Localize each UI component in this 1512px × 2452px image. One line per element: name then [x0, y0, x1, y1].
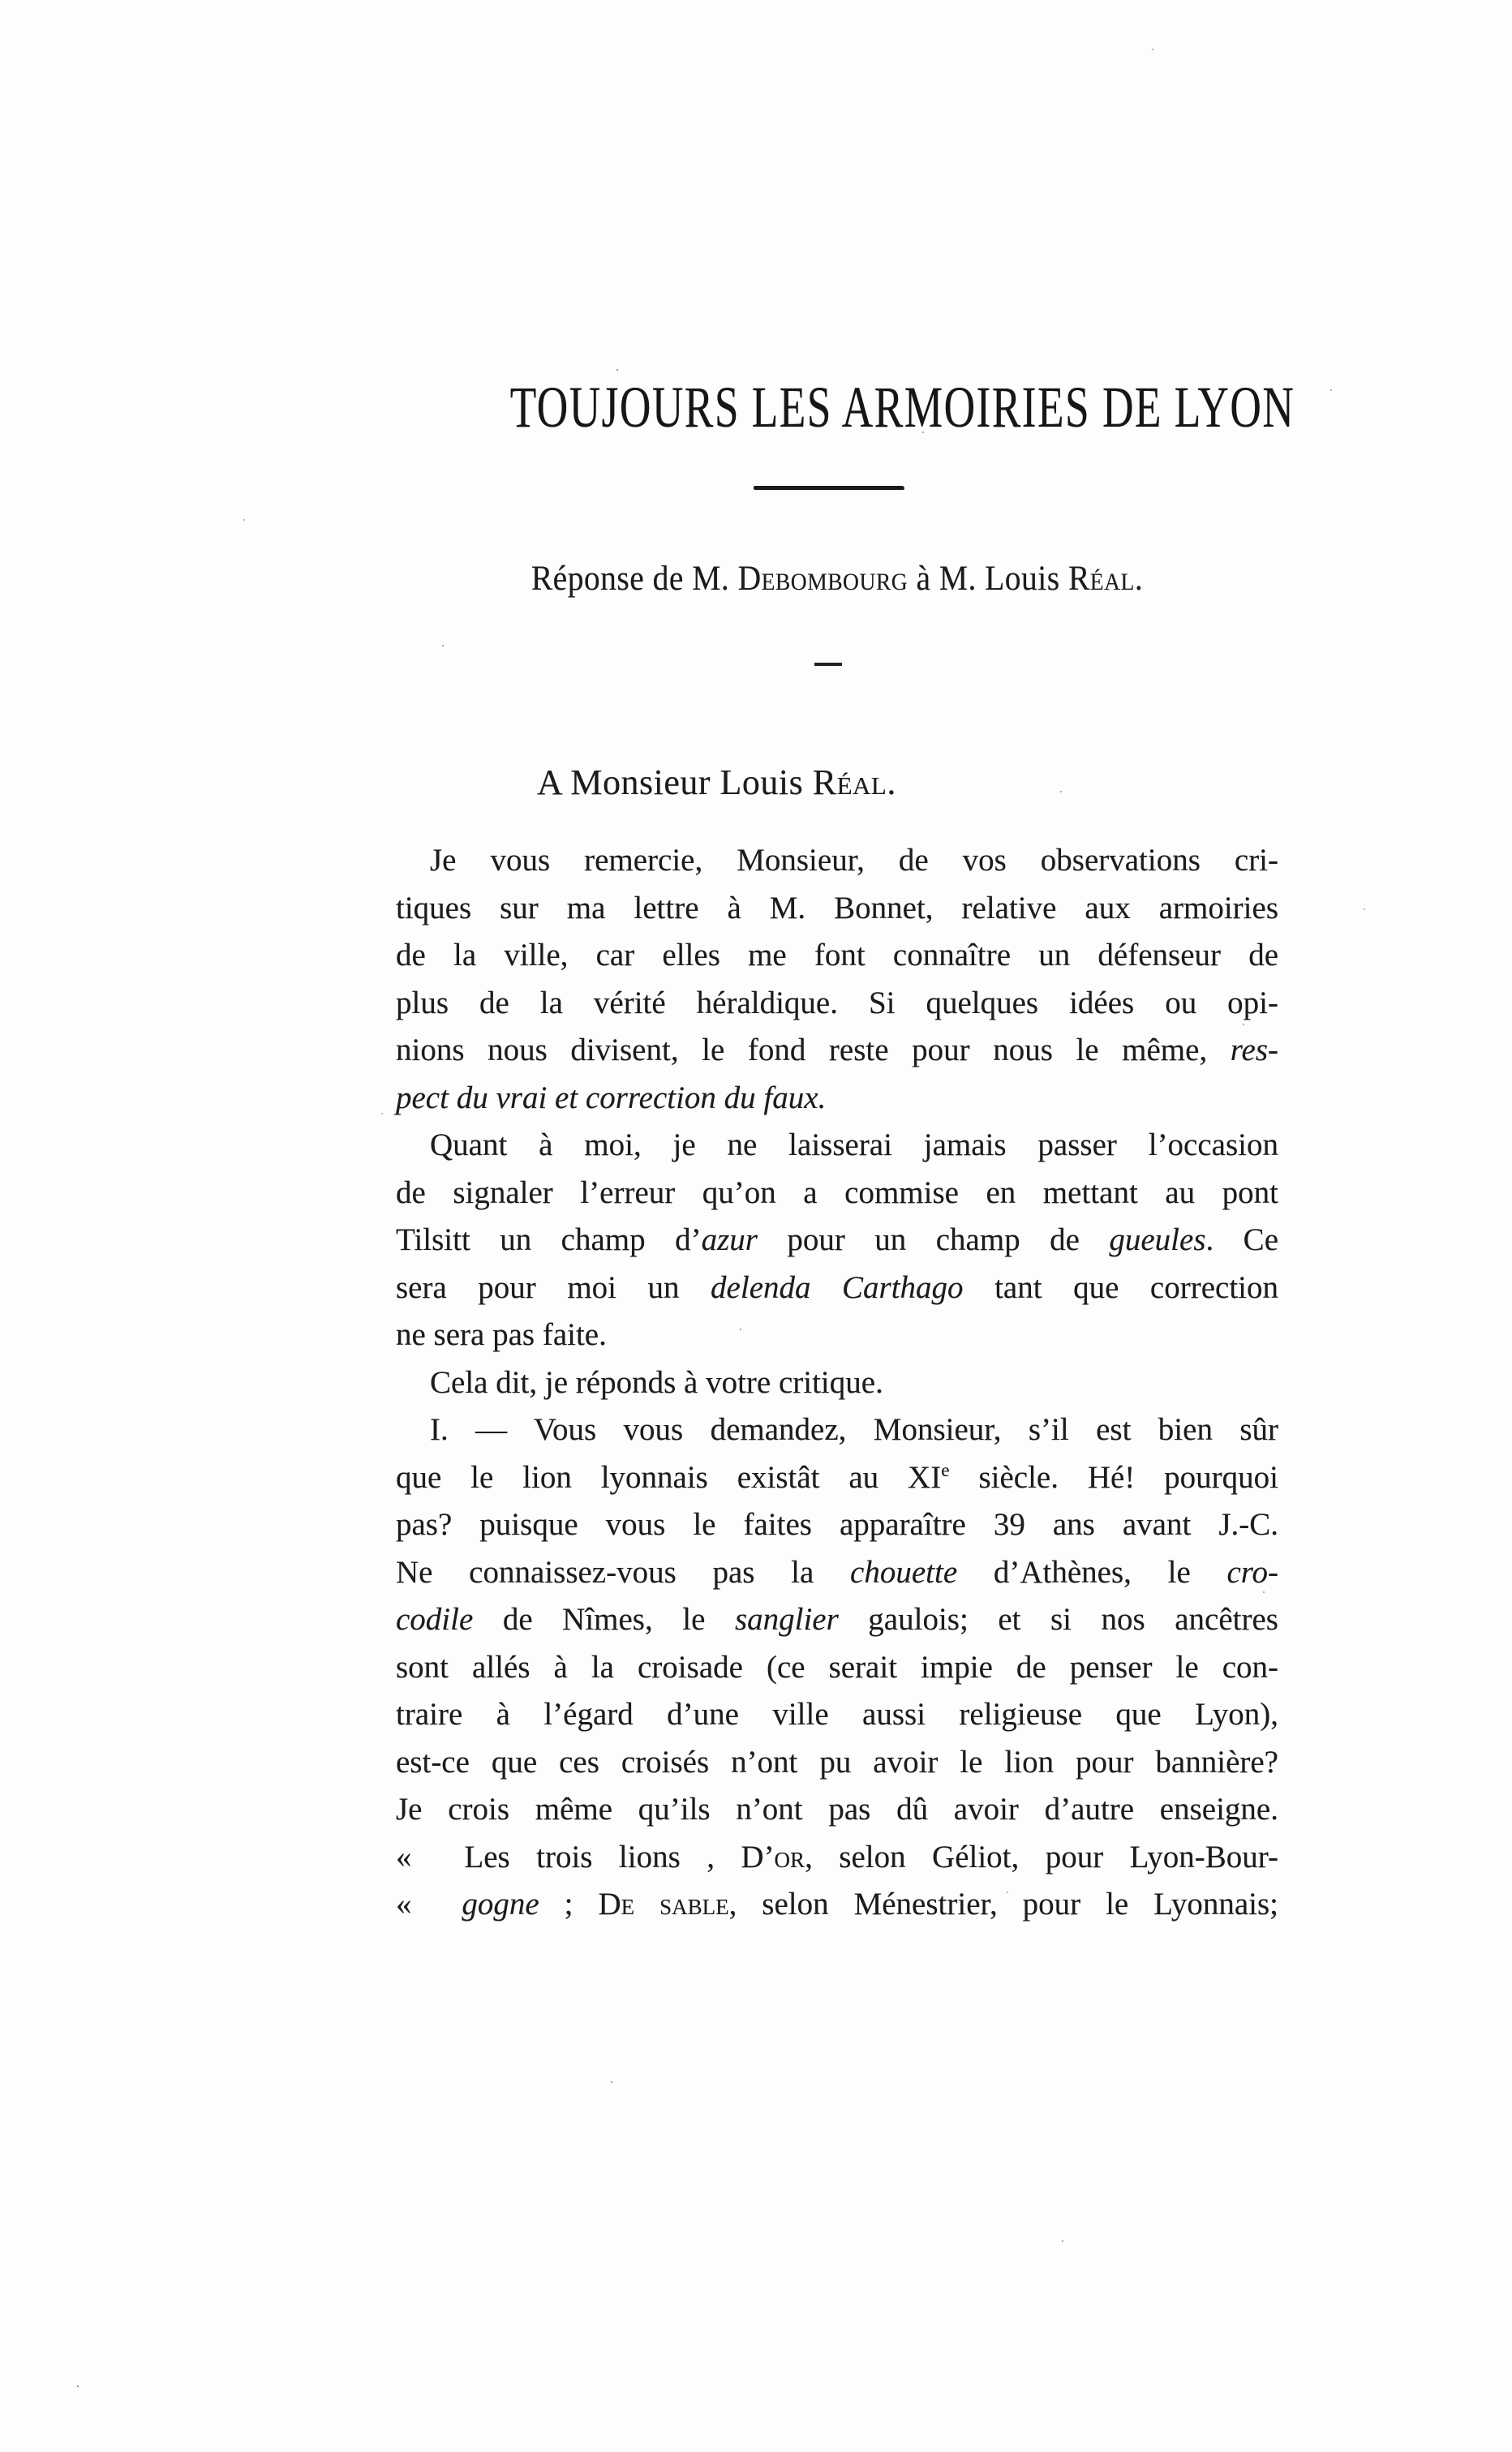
text-line — [396, 1027, 1278, 1075]
text-segment: delenda Carthago — [711, 1269, 964, 1305]
subtitle — [431, 560, 1244, 599]
text-line — [396, 1265, 1278, 1312]
text-line — [396, 1549, 1278, 1597]
text-segment: cro- — [1226, 1554, 1278, 1590]
page-title: TOUJOURS LES ARMOIRIES DE LYON — [509, 375, 1295, 440]
text-segment: Réal. — [1067, 560, 1144, 598]
text-segment: traire à l’égard d’une ville aussi religieuse que Lyon), — [396, 1697, 1278, 1732]
text-segment: à M. Louis — [908, 560, 1068, 598]
text-segment: Ne connaissez-vous pas la — [396, 1554, 851, 1590]
text-line — [396, 1217, 1278, 1265]
text-segment: gaulois; et si nos ancêtres — [838, 1602, 1278, 1637]
text-segment: « Les trois lions , — [396, 1839, 741, 1874]
text-segment: , selon Ménestrier, pour le Lyonnais; — [728, 1887, 1279, 1922]
text-segment: res- — [1230, 1033, 1278, 1067]
text-segment: de la ville, car elles me font connaître un défenseur de — [396, 938, 1278, 973]
text-segment: Debombourg — [737, 560, 908, 598]
text-line — [396, 1596, 1278, 1644]
text-segment: azur — [701, 1222, 758, 1257]
text-line — [396, 1359, 1278, 1407]
text-segment: « — [396, 1887, 462, 1922]
text-segment: ne sera pas faite. — [396, 1317, 607, 1352]
text-line — [396, 1739, 1278, 1787]
title-divider-rule — [754, 486, 904, 490]
scan-noise — [0, 0, 2, 2]
text-segment: sanglier — [734, 1602, 839, 1637]
body-text — [396, 837, 1278, 1929]
text-segment: Tilsitt un champ d’ — [396, 1222, 702, 1257]
text-segment: D’or — [741, 1839, 805, 1874]
text-segment: Je crois même qu’ils n’ont pas dû avoir d’autre enseigne. — [396, 1792, 1278, 1827]
text-line — [396, 932, 1278, 980]
text-segment: tant que correction — [963, 1269, 1278, 1305]
text-segment: pect du vrai et correction du faux. — [396, 1080, 827, 1115]
text-segment: pour un champ de — [757, 1222, 1110, 1257]
text-segment: Réponse de M. — [530, 560, 738, 598]
text-segment: Réal. — [812, 762, 896, 802]
text-segment: siècle. Hé! pourquoi — [949, 1459, 1278, 1495]
text-segment: gueules — [1109, 1222, 1206, 1257]
text-segment: tiques sur ma lettre à M. Bonnet, relative aux armoiries — [396, 890, 1278, 925]
text-segment: est-ce que ces croisés n’ont pu avoir le lion pour bannière? — [396, 1744, 1278, 1780]
text-line — [396, 1881, 1278, 1929]
text-line — [396, 1122, 1278, 1170]
text-line — [396, 837, 1278, 885]
text-line — [396, 1312, 1278, 1359]
text-line — [396, 885, 1278, 933]
text-line — [396, 1454, 1278, 1502]
text-line — [396, 980, 1278, 1028]
text-line — [396, 1834, 1278, 1882]
text-line — [396, 1691, 1278, 1739]
text-segment: e — [941, 1459, 950, 1481]
text-segment: ; — [539, 1887, 599, 1922]
subtitle-divider-dash — [814, 663, 842, 666]
text-segment: de Nîmes, le — [473, 1602, 735, 1637]
text-segment: sont allés à la croisade (ce serait impie de penser le con- — [396, 1649, 1278, 1685]
text-line — [396, 1501, 1278, 1549]
text-segment: d’Athènes, le — [957, 1554, 1227, 1590]
text-line — [396, 1075, 1278, 1123]
text-segment: , selon Géliot, pour Lyon-Bour- — [805, 1839, 1279, 1874]
text-segment: pas? puisque vous le faites apparaître 39 ans avant J.-C. — [396, 1507, 1278, 1542]
text-segment: chouette — [850, 1554, 958, 1590]
text-segment: . Ce — [1205, 1222, 1279, 1257]
text-segment: de signaler l’erreur qu’on a commise en mettant au pont — [396, 1174, 1278, 1210]
text-segment: Cela dit, je réponds à votre critique. — [430, 1364, 883, 1400]
text-line — [396, 1786, 1278, 1834]
salutation — [537, 762, 896, 803]
text-segment: Quant à moi, je ne laisserai jamais passer l’occasion — [430, 1127, 1278, 1162]
text-segment: I. — Vous vous demandez, Monsieur, s’il est bien sûr — [430, 1412, 1278, 1447]
text-segment: gogne — [462, 1887, 539, 1922]
text-segment: sera pour moi un — [396, 1269, 711, 1305]
text-segment: De sable — [598, 1887, 729, 1922]
text-line — [396, 1406, 1278, 1454]
text-segment: A Monsieur Louis — [537, 762, 813, 802]
text-segment: codile — [396, 1602, 474, 1637]
text-segment: que le lion lyonnais existât au XI — [396, 1459, 942, 1495]
text-line — [396, 1644, 1278, 1692]
text-segment: Je vous remercie, Monsieur, de vos observations cri- — [430, 843, 1278, 878]
text-segment: plus de la vérité héraldique. Si quelques idées ou opi- — [396, 985, 1278, 1020]
text-line — [396, 1170, 1278, 1217]
text-segment: nions nous divisent, le fond reste pour nous le même, — [396, 1033, 1231, 1067]
